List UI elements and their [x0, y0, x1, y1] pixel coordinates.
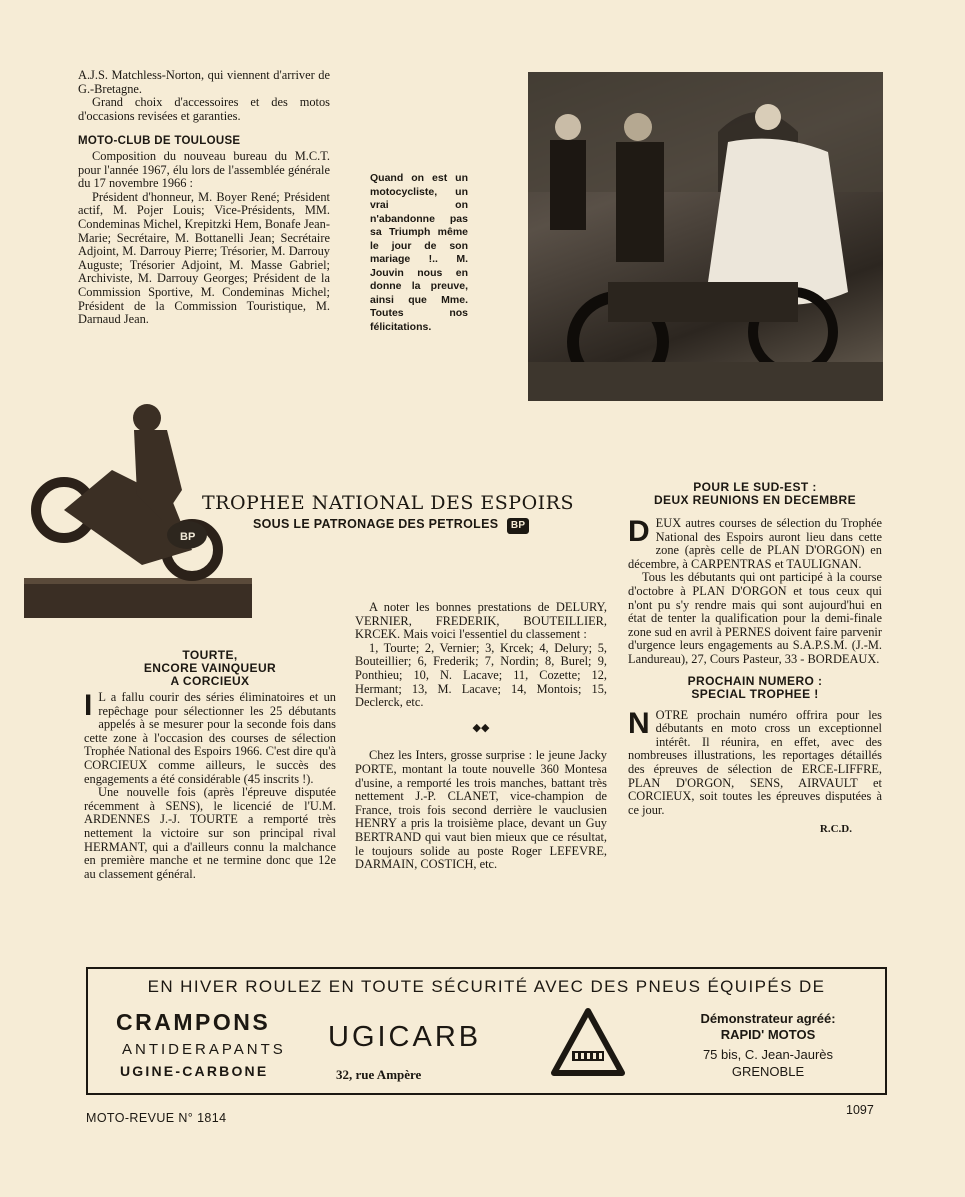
trophy-subtitle-row	[253, 517, 553, 534]
ad-logo-ugicarb: UGICARB	[328, 1021, 482, 1053]
moto-club-members: Président d'honneur, M. Boyer René; Président actif, M. Pojer Louis; Vice-Présidents, MM. Condeminas Michel, Krepitzki Hem, Bonafe Jean-Marie; Secrétaire, M. Bottanelli Jean; Secrétaire Adjoint, M. Darrouy Pierre; Trésorier, M. Darrouy Auguste; Trésorier Adjoint, M. Masse Gabriel; Archiviste, M. Darrouy Georges; Président de la Commission Sportive, M. Condeminas Michel; Président de la Commission Touristique, M. Darnaud Jean.	[78, 189, 330, 327]
sud-est-paragraph-1-text: EUX autres courses de sélection du Trophée National des Espoirs auront lieu dans cette zone (après celle de PLAN D'ORGON) en décembre, à CARPENTRAS et TAULIGNAN.	[628, 516, 882, 571]
ad-dealer-name: RAPID' MOTOS	[720, 1027, 816, 1042]
dropcap-d: D	[628, 515, 650, 548]
sud-est-heading-1: POUR LE SUD-EST :	[693, 480, 817, 494]
prochain-heading-1: PROCHAIN NUMERO :	[687, 673, 823, 688]
signature: R.C.D.	[819, 823, 852, 836]
tourte-heading-3: A CORCIEUX	[170, 674, 250, 688]
sud-est-paragraph-2: Tous les débutants qui ont participé à la course d'octobre à PLAN D'ORGON et tous ceux qui n'ont pu s'y rendre mais qui sont aujourd'hui en état de tenter la qualification pour la demi-finale zone sud en avril à PERNES doivent faire parvenir d'urgence leurs engagements au S.A.P.S.M. (J.-M. Landureau), 27, Cours Pasteur, 33 - BORDEAUX.	[628, 570, 882, 666]
classement-intro: A noter les bonnes prestations de DELURY, VERNIER, FREDERIK, BOUTEILLIER, KRCEK. Mais voici l'essentiel du classement :	[355, 600, 607, 642]
wedding-photo	[528, 72, 883, 401]
trophy-bp-mark: BP	[180, 531, 196, 543]
trophy-subtitle: SOUS LE PATRONAGE DES PETROLES	[253, 517, 499, 531]
dropcap-i: I	[84, 689, 93, 722]
ad-brand-ugine: UGINE-CARBONE	[120, 1063, 269, 1079]
moto-club-heading: MOTO-CLUB DE TOULOUSE	[78, 135, 241, 148]
tourte-heading-2: ENCORE VAINQUEUR	[143, 661, 277, 675]
inters-paragraph: Chez les Inters, grosse surprise : le jeune Jacky PORTE, montant la toute nouvelle 360 Montesa d'usine, a remporté les trois manches, battant très nettement J.-P. CLANET, vice-champion de France, trois fois second derrière le vauclusien HENRY a pris la troisième place, devant un Guy BERTRAND qui vaut bien mieux que ce résultat, le toujours solide au poste Roger LEFEVRE, DARMAIN, COSTICH, etc.	[355, 748, 607, 872]
footer-page-number: 1097	[846, 1103, 874, 1117]
prochain-paragraph	[628, 706, 882, 818]
tourte-paragraph-2: Une nouvelle fois (après l'épreuve disputée récemment à SENS), le licencié de l'U.M. ARDENNES J.-J. TOURTE a remporté très nettement la victoire sur son principal rival HERMANT, qui a d'ailleurs connu la malchance en première manche et ne termine donc que 12e au classement général.	[84, 785, 336, 881]
prochain-heading-2: SPECIAL TROPHEE !	[691, 686, 819, 701]
column-2	[355, 601, 607, 872]
prochain-paragraph-text: OTRE prochain numéro offrira pour les débutants en moto cross un exceptionnel intérêt. Il réunira, en effet, avec des nombreuses illustrations, les reportages détaillés des épreuves de sélection de ERCE-LIFFRE, PLAN D'ORGON, SENS, AIRVAULT et CORCIEUX, soit toutes les épreuves disputées à ce jour.	[628, 707, 882, 817]
sud-est-paragraph-1	[628, 517, 882, 571]
dropcap-n: N	[628, 706, 650, 740]
bp-logo-text: BP	[510, 520, 526, 531]
tourte-paragraph-1	[84, 691, 336, 786]
column-3	[628, 481, 882, 837]
tourte-heading-1: TOURTE,	[182, 648, 238, 662]
ad-brand-antiderapants: ANTIDERAPANTS	[122, 1041, 286, 1058]
ad-dealer-label: Démonstrateur agréé:	[700, 1011, 836, 1026]
column-1	[84, 649, 336, 881]
footer-publication: MOTO-REVUE N° 1814	[86, 1111, 227, 1125]
dealer-accessories-text: Grand choix d'accessoires et des motos d'occasions revisées et garanties.	[78, 95, 330, 123]
ad-address: 32, rue Ampère	[336, 1067, 422, 1082]
ad-headline: EN HIVER ROULEZ EN TOUTE SÉCURITÉ AVEC DES PNEUS ÉQUIPÉS DE	[147, 977, 826, 996]
bp-logo-badge	[507, 518, 529, 534]
ad-dealer-street: 75 bis, C. Jean-Jaurès	[702, 1047, 834, 1062]
sud-est-heading-2: DEUX REUNIONS EN DECEMBRE	[653, 493, 857, 507]
ad-triangle-logo	[550, 1007, 626, 1079]
moto-club-intro: Composition du nouveau bureau du M.C.T. pour l'année 1967, élu lors de l'assemblée générale du 17 novembre 1966 :	[78, 148, 330, 191]
dealer-intro-text: A.J.S. Matchless-Norton, qui viennent d'arriver de G.-Bretagne.	[78, 68, 330, 96]
triangle-logo-icon	[550, 1007, 626, 1079]
tourte-paragraph-1-text: L a fallu courir des séries éliminatoires et un repêchage pour sélectionner les 25 débutants appelés à se mesurer pour la seconde fois dans cette zone à l'occasion des courses de sélection Trophée National des Espoirs 1966. C'est dire qu'à CORCIEUX comme ailleurs, le succès des engagements a été considérable (45 inscrits !).	[84, 690, 336, 786]
wedding-photo-illustration	[528, 72, 883, 401]
top-left-column	[78, 69, 330, 327]
separator-ornament: ◆◆	[472, 721, 490, 734]
ad-dealer-city: GRENOBLE	[731, 1064, 805, 1079]
classement-list: 1, Tourte; 2, Vernier; 3, Krcek; 4, Delury; 5, Bouteillier; 6, Frederik; 7, Nordin; 8, Burel; 9, Ponthieu; 10, N. Lacave; 11, Cozette; 12, Hermant; 13, M. Lacave; 14, Montois; 15, Declerck, etc.	[355, 640, 607, 710]
photo-caption: Quand on est un motocycliste, un vrai on n'abandonne pas sa Triumph même le jour de son mariage !.. M. Jouvin nous en donne la preuve, ainsi que Mme. Toutes nos félicitations.	[370, 172, 468, 333]
ad-brand-crampons: CRAMPONS	[116, 1009, 271, 1035]
advertisement-box	[86, 967, 887, 1095]
trophy-title: TROPHEE NATIONAL DES ESPOIRS	[202, 492, 574, 514]
